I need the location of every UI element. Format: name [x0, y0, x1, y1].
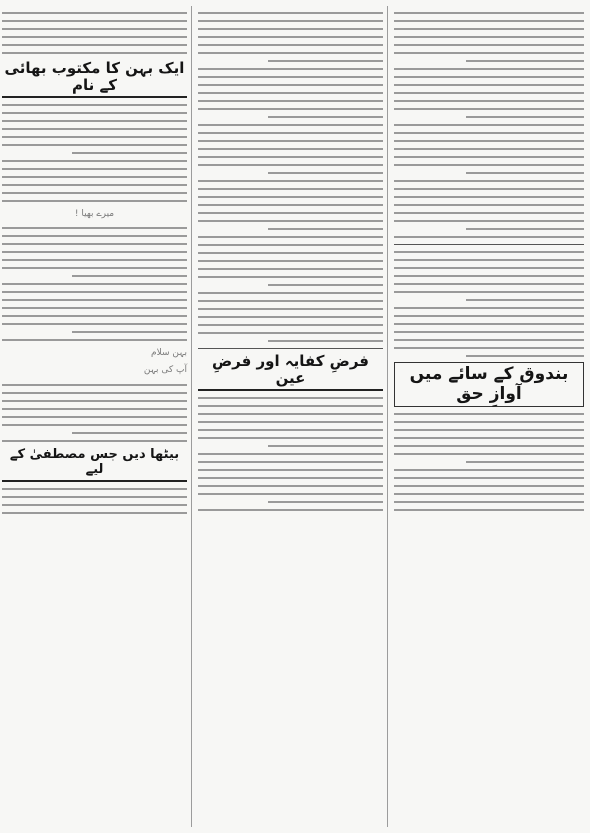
- text-line: [198, 188, 383, 190]
- mustafa-headline: بیٹھا دیں جس مصطفیٰ کے لیے: [2, 448, 187, 482]
- text-line: [466, 228, 584, 230]
- text-line: [198, 140, 383, 142]
- body-text: [198, 12, 383, 342]
- letter-greeting: میرے بھیا !: [74, 208, 115, 219]
- column-middle: [198, 6, 388, 827]
- text-line: [198, 124, 383, 126]
- body-text: [394, 413, 584, 511]
- text-line: [198, 28, 383, 30]
- text-line: [394, 469, 584, 471]
- text-line: [2, 392, 187, 394]
- text-line: [268, 172, 383, 174]
- text-line: [198, 405, 383, 407]
- body-text: [2, 12, 187, 54]
- text-line: [394, 92, 584, 94]
- column-right: [394, 6, 584, 827]
- fard-headline: فرضِ کفایہ اور فرضِ عین: [198, 353, 383, 392]
- text-line: [394, 76, 584, 78]
- text-line: [394, 331, 584, 333]
- text-line: [394, 275, 584, 277]
- text-line: [198, 76, 383, 78]
- text-line: [394, 445, 584, 447]
- text-line: [2, 136, 187, 138]
- text-line: [2, 512, 187, 514]
- text-line: [268, 445, 383, 447]
- text-line: [394, 188, 584, 190]
- text-line: [466, 116, 584, 118]
- text-line: [394, 12, 584, 14]
- text-line: [394, 493, 584, 495]
- text-line: [394, 259, 584, 261]
- text-line: [198, 477, 383, 479]
- letter-signoff-2: آپ کی بہن: [143, 365, 187, 376]
- text-line: [394, 212, 584, 214]
- text-line: [198, 509, 383, 511]
- text-line: [394, 437, 584, 439]
- text-line: [2, 299, 187, 301]
- column-left: [2, 6, 192, 827]
- text-line: [198, 180, 383, 182]
- text-line: [394, 140, 584, 142]
- text-line: [198, 493, 383, 495]
- body-text: [2, 488, 187, 514]
- text-line: [198, 100, 383, 102]
- text-line: [2, 44, 187, 46]
- text-line: [2, 20, 187, 22]
- text-line: [198, 164, 383, 166]
- text-line: [198, 276, 383, 278]
- letter-headline: ایک بہن کا مکتوب بھائی کے نام: [2, 60, 187, 99]
- text-line: [394, 236, 584, 238]
- text-line: [2, 496, 187, 498]
- text-line: [2, 424, 187, 426]
- text-line: [198, 461, 383, 463]
- text-line: [198, 204, 383, 206]
- text-line: [2, 12, 187, 14]
- text-line: [394, 509, 584, 511]
- text-line: [198, 300, 383, 302]
- text-line: [2, 416, 187, 418]
- text-line: [198, 397, 383, 399]
- text-line: [198, 68, 383, 70]
- text-line: [198, 268, 383, 270]
- text-line: [2, 243, 187, 245]
- text-line: [466, 60, 584, 62]
- text-line: [394, 100, 584, 102]
- text-line: [2, 104, 187, 106]
- text-line: [198, 316, 383, 318]
- text-line: [268, 284, 383, 286]
- text-line: [394, 453, 584, 455]
- text-line: [198, 132, 383, 134]
- text-line: [198, 212, 383, 214]
- text-line: [2, 504, 187, 506]
- text-line: [394, 84, 584, 86]
- text-line: [198, 156, 383, 158]
- text-line: [394, 485, 584, 487]
- text-line: [2, 267, 187, 269]
- text-line: [2, 235, 187, 237]
- text-line: [394, 44, 584, 46]
- text-line: [2, 227, 187, 229]
- text-line: [2, 128, 187, 130]
- text-line: [268, 116, 383, 118]
- text-line: [394, 307, 584, 309]
- text-line: [72, 152, 187, 154]
- text-line: [2, 144, 187, 146]
- text-line: [466, 355, 584, 357]
- text-line: [2, 160, 187, 162]
- text-line: [2, 400, 187, 402]
- text-line: [394, 220, 584, 222]
- text-line: [394, 413, 584, 415]
- body-text: [394, 251, 584, 357]
- text-line: [198, 429, 383, 431]
- text-line: [2, 200, 187, 202]
- body-text: [2, 384, 187, 442]
- text-line: [394, 36, 584, 38]
- text-line: [2, 291, 187, 293]
- text-line: [394, 347, 584, 349]
- text-line: [2, 176, 187, 178]
- text-line: [2, 52, 187, 54]
- text-line: [394, 20, 584, 22]
- text-line: [2, 339, 187, 341]
- divider: [394, 244, 584, 245]
- bandooq-headline: بندوق کے سائے میں آوازِ حق: [394, 362, 584, 407]
- text-line: [198, 485, 383, 487]
- text-line: [198, 44, 383, 46]
- text-line: [466, 299, 584, 301]
- text-line: [394, 421, 584, 423]
- text-line: [394, 204, 584, 206]
- text-line: [2, 488, 187, 490]
- text-line: [2, 112, 187, 114]
- text-line: [198, 196, 383, 198]
- text-line: [394, 132, 584, 134]
- text-line: [198, 52, 383, 54]
- text-line: [2, 384, 187, 386]
- text-line: [394, 267, 584, 269]
- text-line: [268, 60, 383, 62]
- text-line: [198, 236, 383, 238]
- text-line: [394, 180, 584, 182]
- text-line: [198, 12, 383, 14]
- text-line: [2, 440, 187, 442]
- text-line: [198, 244, 383, 246]
- text-line: [466, 172, 584, 174]
- text-line: [2, 28, 187, 30]
- text-line: [2, 315, 187, 317]
- text-line: [198, 469, 383, 471]
- text-line: [394, 164, 584, 166]
- text-line: [2, 168, 187, 170]
- text-line: [394, 291, 584, 293]
- text-line: [268, 501, 383, 503]
- text-line: [198, 453, 383, 455]
- text-line: [198, 324, 383, 326]
- text-line: [2, 259, 187, 261]
- text-line: [2, 120, 187, 122]
- text-line: [198, 260, 383, 262]
- text-line: [198, 108, 383, 110]
- text-line: [198, 437, 383, 439]
- divider: [198, 348, 383, 349]
- text-line: [268, 340, 383, 342]
- text-line: [466, 461, 584, 463]
- text-line: [198, 421, 383, 423]
- text-line: [394, 28, 584, 30]
- text-line: [198, 292, 383, 294]
- text-line: [394, 283, 584, 285]
- text-line: [394, 108, 584, 110]
- text-line: [394, 124, 584, 126]
- text-line: [198, 252, 383, 254]
- text-line: [394, 52, 584, 54]
- text-line: [394, 339, 584, 341]
- text-line: [72, 275, 187, 277]
- letter-signoff-1: بہن سلام: [151, 347, 187, 358]
- text-line: [72, 331, 187, 333]
- text-line: [198, 20, 383, 22]
- text-line: [72, 432, 187, 434]
- body-text: [198, 397, 383, 511]
- body-text: [2, 104, 187, 202]
- text-line: [394, 477, 584, 479]
- text-line: [394, 68, 584, 70]
- text-line: [198, 332, 383, 334]
- text-line: [394, 196, 584, 198]
- text-line: [394, 251, 584, 253]
- text-line: [268, 228, 383, 230]
- text-line: [2, 408, 187, 410]
- text-line: [2, 251, 187, 253]
- body-text: [2, 227, 187, 341]
- body-text: [394, 12, 584, 238]
- text-line: [198, 220, 383, 222]
- text-line: [198, 36, 383, 38]
- text-line: [198, 413, 383, 415]
- text-line: [394, 148, 584, 150]
- text-line: [2, 323, 187, 325]
- text-line: [2, 184, 187, 186]
- text-line: [2, 307, 187, 309]
- text-line: [198, 84, 383, 86]
- text-line: [198, 308, 383, 310]
- text-line: [2, 192, 187, 194]
- text-line: [2, 36, 187, 38]
- text-line: [394, 429, 584, 431]
- text-line: [394, 323, 584, 325]
- text-line: [394, 315, 584, 317]
- text-line: [2, 283, 187, 285]
- text-line: [394, 156, 584, 158]
- text-line: [394, 501, 584, 503]
- text-line: [198, 92, 383, 94]
- text-line: [198, 148, 383, 150]
